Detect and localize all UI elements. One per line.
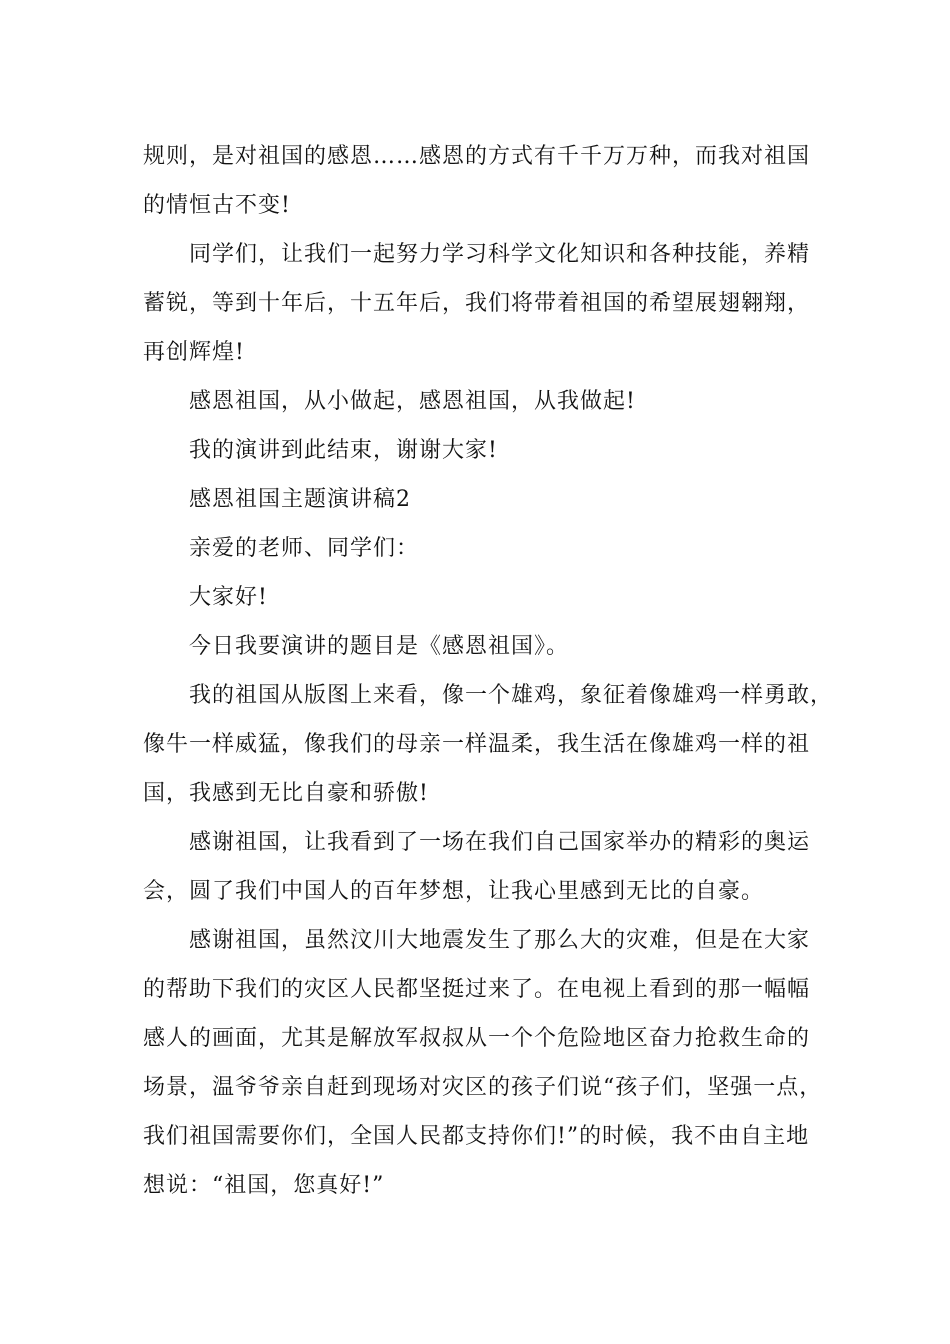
- text-line: 蓄锐，等到十年后，十五年后，我们将带着祖国的希望展翅翱翔，: [143, 291, 811, 316]
- greeting: [143, 573, 833, 622]
- text-line: 规则，是对祖国的感恩……感恩的方式有千千万万种，而我对祖国: [143, 144, 811, 169]
- text-line: 我们祖国需要你们，全国人民都支持你们!”的时候，我不由自主地: [143, 1124, 810, 1149]
- paragraph: [143, 671, 833, 818]
- paragraph: [143, 377, 833, 426]
- text-line: 感恩祖国主题演讲稿2: [189, 487, 411, 512]
- paragraph: [143, 622, 833, 671]
- text-line: 场景，温爷爷亲自赶到现场对灾区的孩子们说“孩子们，坚强一点，: [143, 1075, 823, 1100]
- section-heading: [143, 475, 833, 524]
- paragraph: [143, 230, 833, 377]
- text-line: 感恩祖国，从小做起，感恩祖国，从我做起!: [189, 389, 636, 414]
- text-line: 想说：“祖国，您真好!”: [143, 1173, 385, 1198]
- text-line: 像牛一样威猛，像我们的母亲一样温柔，我生活在像雄鸡一样的祖: [143, 732, 811, 757]
- text-line: 我的祖国从版图上来看，像一个雄鸡，象征着像雄鸡一样勇敢，: [189, 683, 834, 708]
- text-line: 的情恒古不变!: [143, 193, 291, 218]
- text-line: 再创辉煌!: [143, 340, 245, 365]
- text-line: 我的演讲到此结束，谢谢大家!: [189, 438, 498, 463]
- text-line: 感人的画面，尤其是解放军叔叔从一个个危险地区奋力抢救生命的: [143, 1026, 811, 1051]
- text-line: 会，圆了我们中国人的百年梦想，让我心里感到无比的自豪。: [143, 879, 765, 904]
- document-body: [143, 132, 833, 1210]
- text-line: 感谢祖国，让我看到了一场在我们自己国家举办的精彩的奥运: [189, 830, 811, 855]
- text-line: 感谢祖国，虽然汶川大地震发生了那么大的灾难，但是在大家: [189, 928, 811, 953]
- paragraph: [143, 426, 833, 475]
- text-line: 的帮助下我们的灾区人民都坚挺过来了。在电视上看到的那一幅幅: [143, 977, 811, 1002]
- text-line: 大家好!: [189, 585, 268, 610]
- text-line: 国，我感到无比自豪和骄傲!: [143, 781, 429, 806]
- text-line: 今日我要演讲的题目是《感恩祖国》。: [189, 634, 570, 659]
- paragraph: [143, 916, 833, 1210]
- paragraph: [143, 132, 833, 230]
- text-line: 同学们，让我们一起努力学习科学文化知识和各种技能，养精: [189, 242, 811, 267]
- text-line: 亲爱的老师、同学们：: [189, 536, 420, 561]
- salutation: [143, 524, 833, 573]
- paragraph: [143, 818, 833, 916]
